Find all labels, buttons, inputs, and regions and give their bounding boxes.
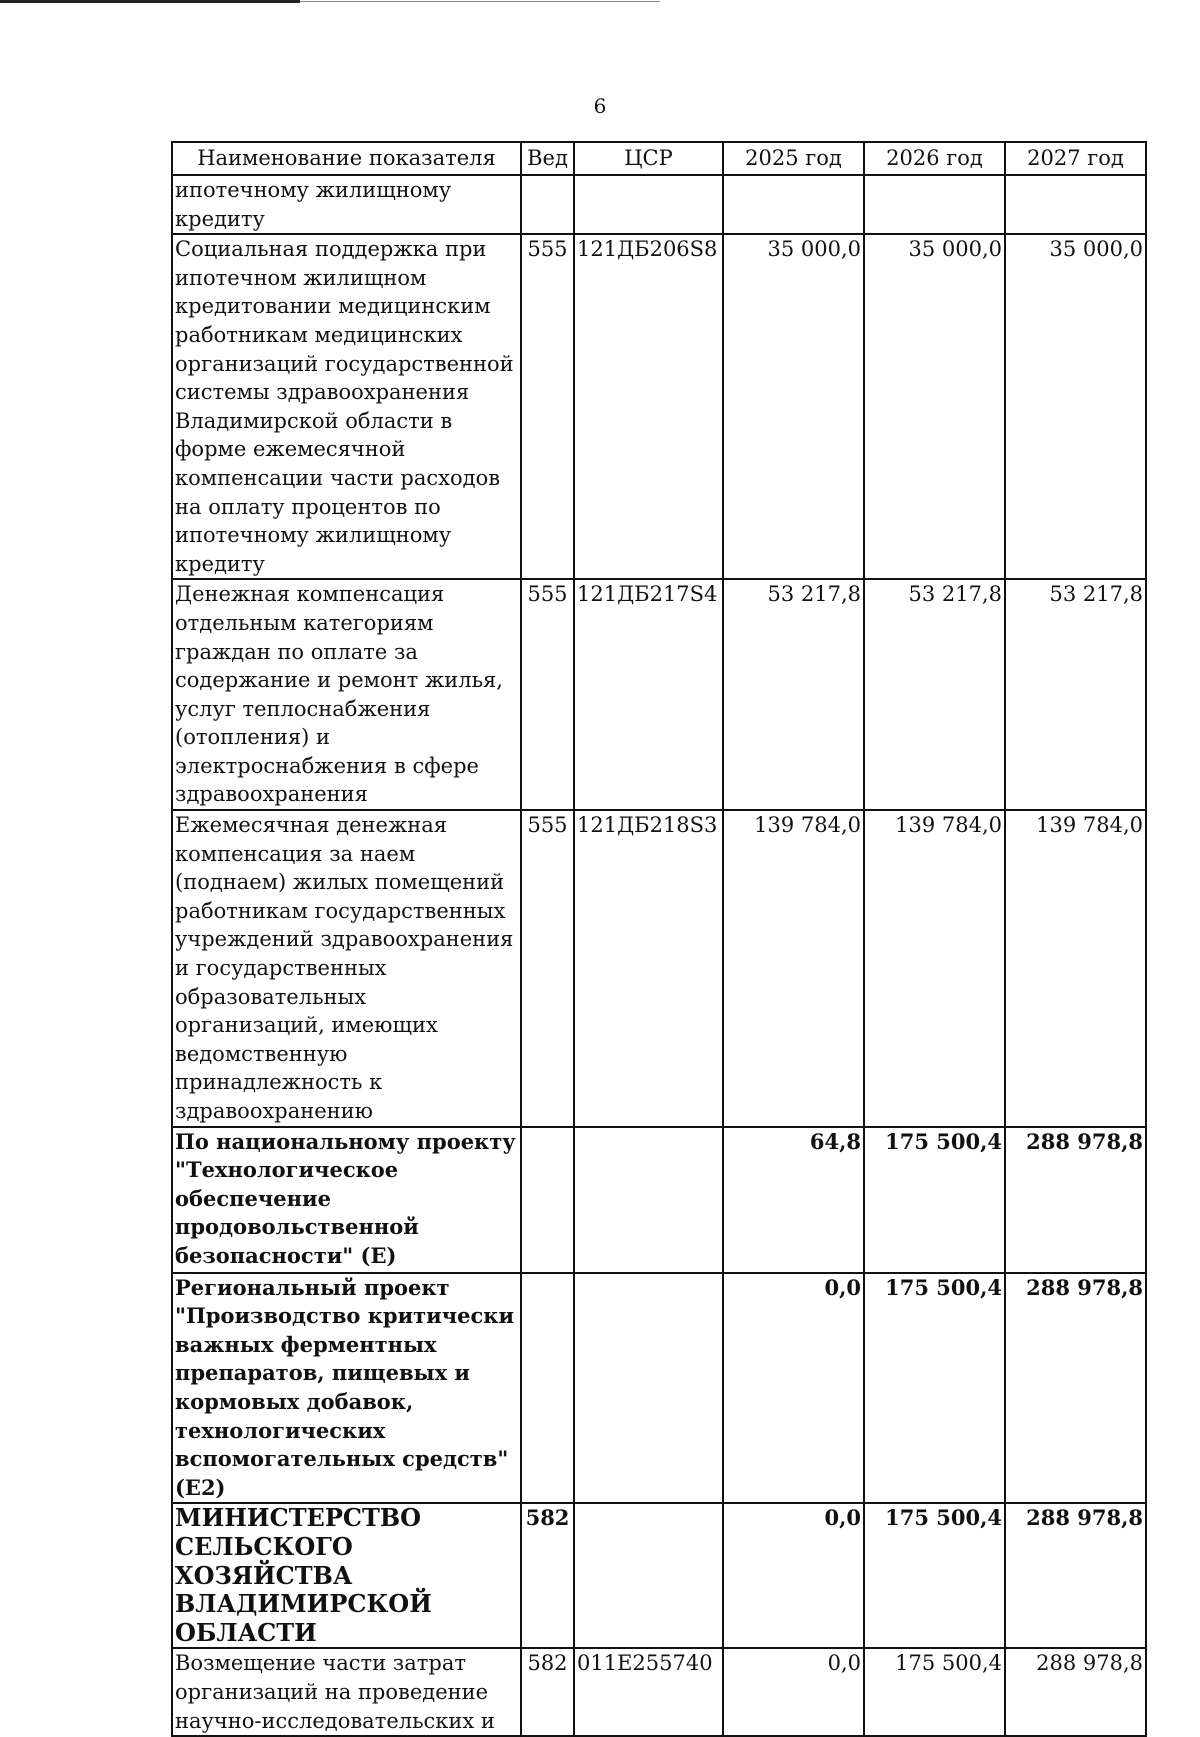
row-csr: 011Е255740	[574, 1648, 723, 1736]
table-row	[172, 175, 1146, 234]
row-ved	[521, 1127, 574, 1273]
row-2026: 175 500,4	[864, 1503, 1005, 1648]
row-2026: 175 500,4	[864, 1127, 1005, 1273]
top-scan-rule-faint	[300, 1, 660, 2]
row-csr	[574, 175, 723, 234]
row-2026: 175 500,4	[864, 1273, 1005, 1504]
header-2027: 2027 год	[1005, 142, 1146, 175]
row-name: ипотечному жилищному кредиту	[172, 175, 521, 234]
row-2025: 139 784,0	[723, 810, 864, 1127]
row-name: Возмещение части затрат организаций на проведение научно-исследовательских и	[172, 1648, 521, 1736]
row-csr: 121ДБ217S4	[574, 579, 723, 810]
table-row	[172, 1648, 1146, 1736]
row-2026: 35 000,0	[864, 234, 1005, 579]
row-name: Социальная поддержка при ипотечном жилищном кредитовании медицинским работникам медицинских организаций государственной системы здравоохранения Владимирской области в форме ежемесячной компенсации части расходов на оплату процентов по ипотечному жилищному кредиту	[172, 234, 521, 579]
table-row-subtotal	[172, 1273, 1146, 1504]
row-2027: 288 978,8	[1005, 1127, 1146, 1273]
row-csr: 121ДБ206S8	[574, 234, 723, 579]
row-name: Ежемесячная денежная компенсация за наем (поднаем) жилых помещений работникам государственных учреждений здравоохранения и государственных образовательных организаций, имеющих ведомственную принадлежность к здравоохранению	[172, 810, 521, 1127]
table-row-subtotal	[172, 1127, 1146, 1273]
header-csr: ЦСР	[574, 142, 723, 175]
row-ved: 555	[521, 810, 574, 1127]
row-2027: 288 978,8	[1005, 1648, 1146, 1736]
row-ved: 582	[521, 1503, 574, 1648]
row-name: По национальному проекту "Технологическое обеспечение продовольственной безопасности" (Е)	[172, 1127, 521, 1273]
top-scan-rule	[0, 0, 300, 3]
row-2026: 53 217,8	[864, 579, 1005, 810]
row-ved	[521, 175, 574, 234]
row-2025: 0,0	[723, 1273, 864, 1504]
row-2027: 288 978,8	[1005, 1503, 1146, 1648]
header-ved: Вед	[521, 142, 574, 175]
row-2025: 0,0	[723, 1503, 864, 1648]
header-2025: 2025 год	[723, 142, 864, 175]
row-2025: 0,0	[723, 1648, 864, 1736]
budget-table	[171, 141, 1147, 1737]
row-2025: 35 000,0	[723, 234, 864, 579]
row-csr	[574, 1127, 723, 1273]
row-ved: 555	[521, 234, 574, 579]
row-2027	[1005, 175, 1146, 234]
table-row	[172, 810, 1146, 1127]
row-2026: 139 784,0	[864, 810, 1005, 1127]
row-csr	[574, 1503, 723, 1648]
row-csr: 121ДБ218S3	[574, 810, 723, 1127]
table-row-ministry	[172, 1503, 1146, 1648]
row-2025: 53 217,8	[723, 579, 864, 810]
row-2027: 139 784,0	[1005, 810, 1146, 1127]
row-2025	[723, 175, 864, 234]
row-2025: 64,8	[723, 1127, 864, 1273]
row-csr	[574, 1273, 723, 1504]
row-2026	[864, 175, 1005, 234]
header-name: Наименование показателя	[172, 142, 521, 175]
row-2027: 53 217,8	[1005, 579, 1146, 810]
row-2027: 288 978,8	[1005, 1273, 1146, 1504]
row-2026: 175 500,4	[864, 1648, 1005, 1736]
row-ved: 555	[521, 579, 574, 810]
row-name: МИНИСТЕРСТВО СЕЛЬСКОГО ХОЗЯЙСТВА ВЛАДИМИРСКОЙ ОБЛАСТИ	[172, 1503, 521, 1648]
table-row	[172, 234, 1146, 579]
table-header-row	[172, 142, 1146, 175]
row-2027: 35 000,0	[1005, 234, 1146, 579]
row-ved: 582	[521, 1648, 574, 1736]
page-number: 6	[593, 94, 607, 118]
row-ved	[521, 1273, 574, 1504]
header-2026: 2026 год	[864, 142, 1005, 175]
row-name: Региональный проект "Производство критически важных ферментных препаратов, пищевых и кормовых добавок, технологических вспомогательных средств" (Е2)	[172, 1273, 521, 1504]
table-row	[172, 579, 1146, 810]
row-name: Денежная компенсация отдельным категориям граждан по оплате за содержание и ремонт жилья, услуг теплоснабжения (отопления) и электроснабжения в сфере здравоохранения	[172, 579, 521, 810]
